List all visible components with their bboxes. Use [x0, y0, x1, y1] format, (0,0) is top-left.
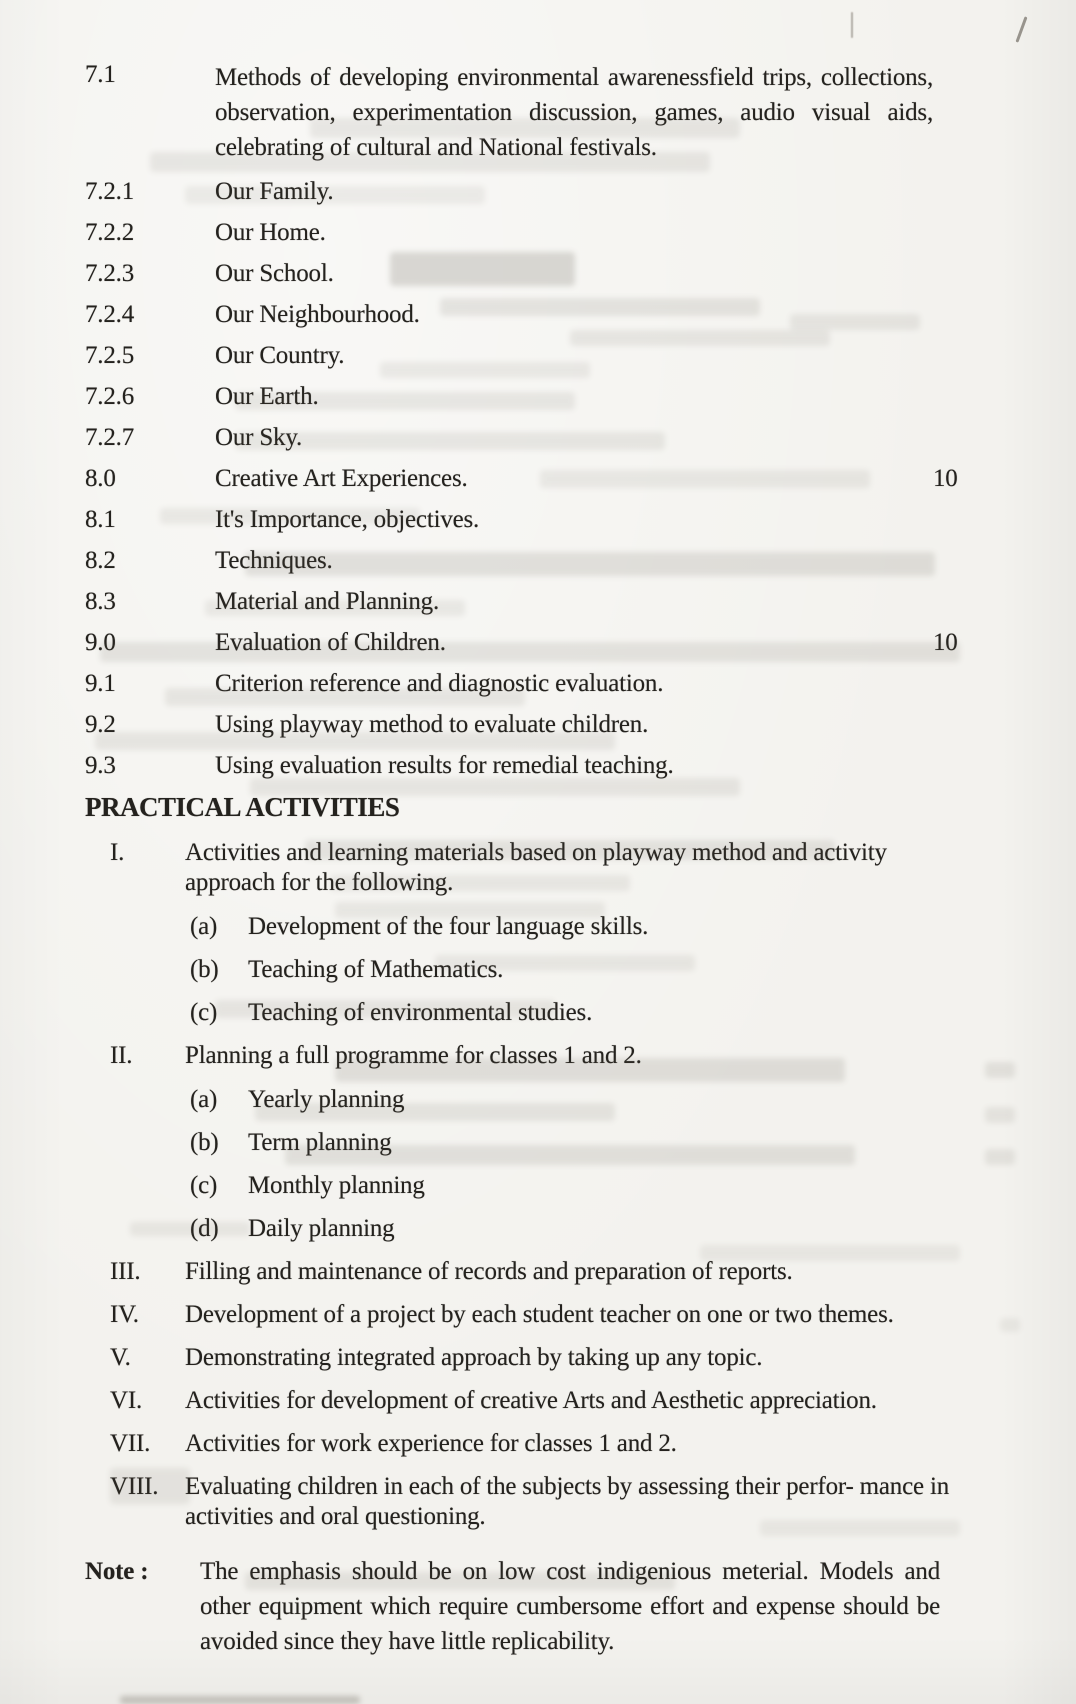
sub-item-text: Monthly planning — [248, 1172, 425, 1199]
practical-item — [110, 1472, 993, 1532]
item-marks — [933, 382, 1018, 411]
item-number: 7.1 — [85, 61, 116, 88]
pen-slash-mark — [1015, 16, 1027, 42]
practical-text: Demonstrating integrated approach by taking up any topic. — [185, 1344, 763, 1371]
item-number: 7.2.1 — [85, 178, 135, 205]
list-item — [85, 382, 1018, 411]
list-item — [85, 669, 1018, 698]
item-marks — [933, 177, 1018, 206]
sub-item-text: Term planning — [248, 1129, 392, 1156]
roman-numeral: VI. — [110, 1387, 143, 1414]
item-text: Using playway method to evaluate children. — [215, 711, 649, 738]
list-item — [85, 628, 1018, 657]
sub-item-label: (a) — [190, 913, 218, 940]
scan-edge-smear — [120, 1696, 360, 1704]
list-item — [85, 60, 1018, 165]
list-item — [85, 587, 1018, 616]
practical-item — [110, 1429, 993, 1459]
item-number: 9.0 — [85, 629, 116, 656]
sub-item — [190, 998, 1018, 1027]
practical-item — [110, 1386, 993, 1416]
item-text: Creative Art Experiences. — [215, 465, 468, 492]
item-number: 8.2 — [85, 547, 116, 574]
item-text: Our Earth. — [215, 383, 319, 410]
sub-item-label: (c) — [190, 1172, 218, 1199]
list-item — [85, 218, 1018, 247]
sub-item-text: Development of the four language skills. — [248, 913, 649, 940]
item-text: Our Home. — [215, 219, 326, 246]
note-text: The emphasis should be on low cost indigenious meterial. Models and other equipment which require cumbersome effort and expense should be avoided since they have little replicability. — [200, 1558, 940, 1655]
practical-item — [110, 1041, 993, 1071]
item-marks — [933, 546, 1018, 575]
item-text: Criterion reference and diagnostic evaluation. — [215, 670, 664, 697]
item-marks — [933, 587, 1018, 616]
item-number: 8.0 — [85, 465, 116, 492]
item-marks — [933, 218, 1018, 247]
item-number: 8.3 — [85, 588, 116, 615]
list-item — [85, 423, 1018, 452]
list-item — [85, 546, 1018, 575]
item-marks — [933, 669, 1018, 698]
stray-scan-mark — [851, 12, 853, 38]
item-text: Using evaluation results for remedial teaching. — [215, 752, 674, 779]
roman-numeral: VIII. — [110, 1473, 159, 1500]
item-text: Our School. — [215, 260, 334, 287]
sub-item — [190, 955, 1018, 984]
list-item — [85, 177, 1018, 206]
sub-item-label: (b) — [190, 956, 219, 983]
item-text: Our Neighbourhood. — [215, 301, 420, 328]
item-number: 7.2.4 — [85, 301, 135, 328]
sub-item-label: (b) — [190, 1129, 219, 1156]
item-text: Our Sky. — [215, 424, 303, 451]
list-item — [85, 505, 1018, 534]
item-number: 7.2.2 — [85, 219, 135, 246]
item-text: It's Importance, objectives. — [215, 506, 480, 533]
roman-numeral: I. — [110, 839, 125, 866]
item-number: 9.3 — [85, 752, 116, 779]
list-item — [85, 259, 1018, 288]
item-marks — [933, 341, 1018, 370]
practical-item — [110, 1343, 993, 1373]
practical-item — [110, 838, 993, 898]
list-item — [85, 464, 1018, 493]
sub-item — [190, 1128, 1018, 1157]
item-marks — [933, 710, 1018, 739]
practical-text: Development of a project by each student teacher on one or two themes. — [185, 1301, 894, 1328]
item-marks — [933, 751, 1018, 780]
sub-item-text: Daily planning — [248, 1215, 395, 1242]
item-number: 9.2 — [85, 711, 116, 738]
practical-text: Evaluating children in each of the subjects by assessing their perfor- mance in activities and oral questioning. — [185, 1473, 949, 1530]
roman-numeral: VII. — [110, 1430, 151, 1457]
sub-item-label: (d) — [190, 1215, 219, 1242]
sub-item — [190, 1171, 1018, 1200]
sub-item-text: Yearly planning — [248, 1086, 405, 1113]
note-label: Note : — [85, 1558, 149, 1585]
roman-numeral: III. — [110, 1258, 141, 1285]
list-item — [85, 341, 1018, 370]
item-text: Our Country. — [215, 342, 345, 369]
practical-text: Activities and learning materials based on playway method and activity approach for the following. — [185, 839, 887, 896]
section-heading: PRACTICAL ACTIVITIES — [85, 792, 400, 822]
roman-numeral: II. — [110, 1042, 133, 1069]
practical-text: Planning a full programme for classes 1 and 2. — [185, 1042, 642, 1069]
item-number: 9.1 — [85, 670, 116, 697]
item-number: 7.2.7 — [85, 424, 135, 451]
item-marks — [933, 300, 1018, 329]
sub-item — [190, 912, 1018, 941]
bleed-through-smudge — [1000, 1318, 1020, 1332]
list-item — [85, 710, 1018, 739]
item-marks — [933, 259, 1018, 288]
note-block — [85, 1554, 1018, 1659]
practical-text: Filling and maintenance of records and preparation of reports. — [185, 1258, 793, 1285]
sub-item-text: Teaching of environmental studies. — [248, 999, 593, 1026]
list-item — [85, 751, 1018, 780]
practical-text: Activities for development of creative Arts and Aesthetic appreciation. — [185, 1387, 877, 1414]
sub-item-label: (c) — [190, 999, 218, 1026]
sub-item — [190, 1085, 1018, 1114]
item-text: Material and Planning. — [215, 588, 440, 615]
item-number: 7.2.3 — [85, 260, 135, 287]
item-text: Techniques. — [215, 547, 333, 574]
sub-item-label: (a) — [190, 1086, 218, 1113]
roman-numeral: IV. — [110, 1301, 139, 1328]
item-marks — [933, 505, 1018, 534]
list-item — [85, 300, 1018, 329]
item-number: 8.1 — [85, 506, 116, 533]
practical-item — [110, 1300, 993, 1330]
item-marks: 10 — [933, 465, 958, 492]
item-marks: 10 — [933, 629, 958, 656]
item-number: 7.2.6 — [85, 383, 135, 410]
item-marks — [933, 423, 1018, 452]
sub-item-text: Teaching of Mathematics. — [248, 956, 504, 983]
sub-item — [190, 1214, 1018, 1243]
item-text: Our Family. — [215, 178, 334, 205]
practical-item — [110, 1257, 993, 1287]
roman-numeral: V. — [110, 1344, 131, 1371]
item-number: 7.2.5 — [85, 342, 135, 369]
item-marks — [933, 60, 1018, 165]
item-text: Methods of developing environmental awarenessfield trips, collections, observation, experimentation discussion, games, audio visual aids, celebrating of cultural and National festivals. — [215, 64, 933, 161]
practical-text: Activities for work experience for classes 1 and 2. — [185, 1430, 677, 1457]
item-text: Evaluation of Children. — [215, 629, 446, 656]
